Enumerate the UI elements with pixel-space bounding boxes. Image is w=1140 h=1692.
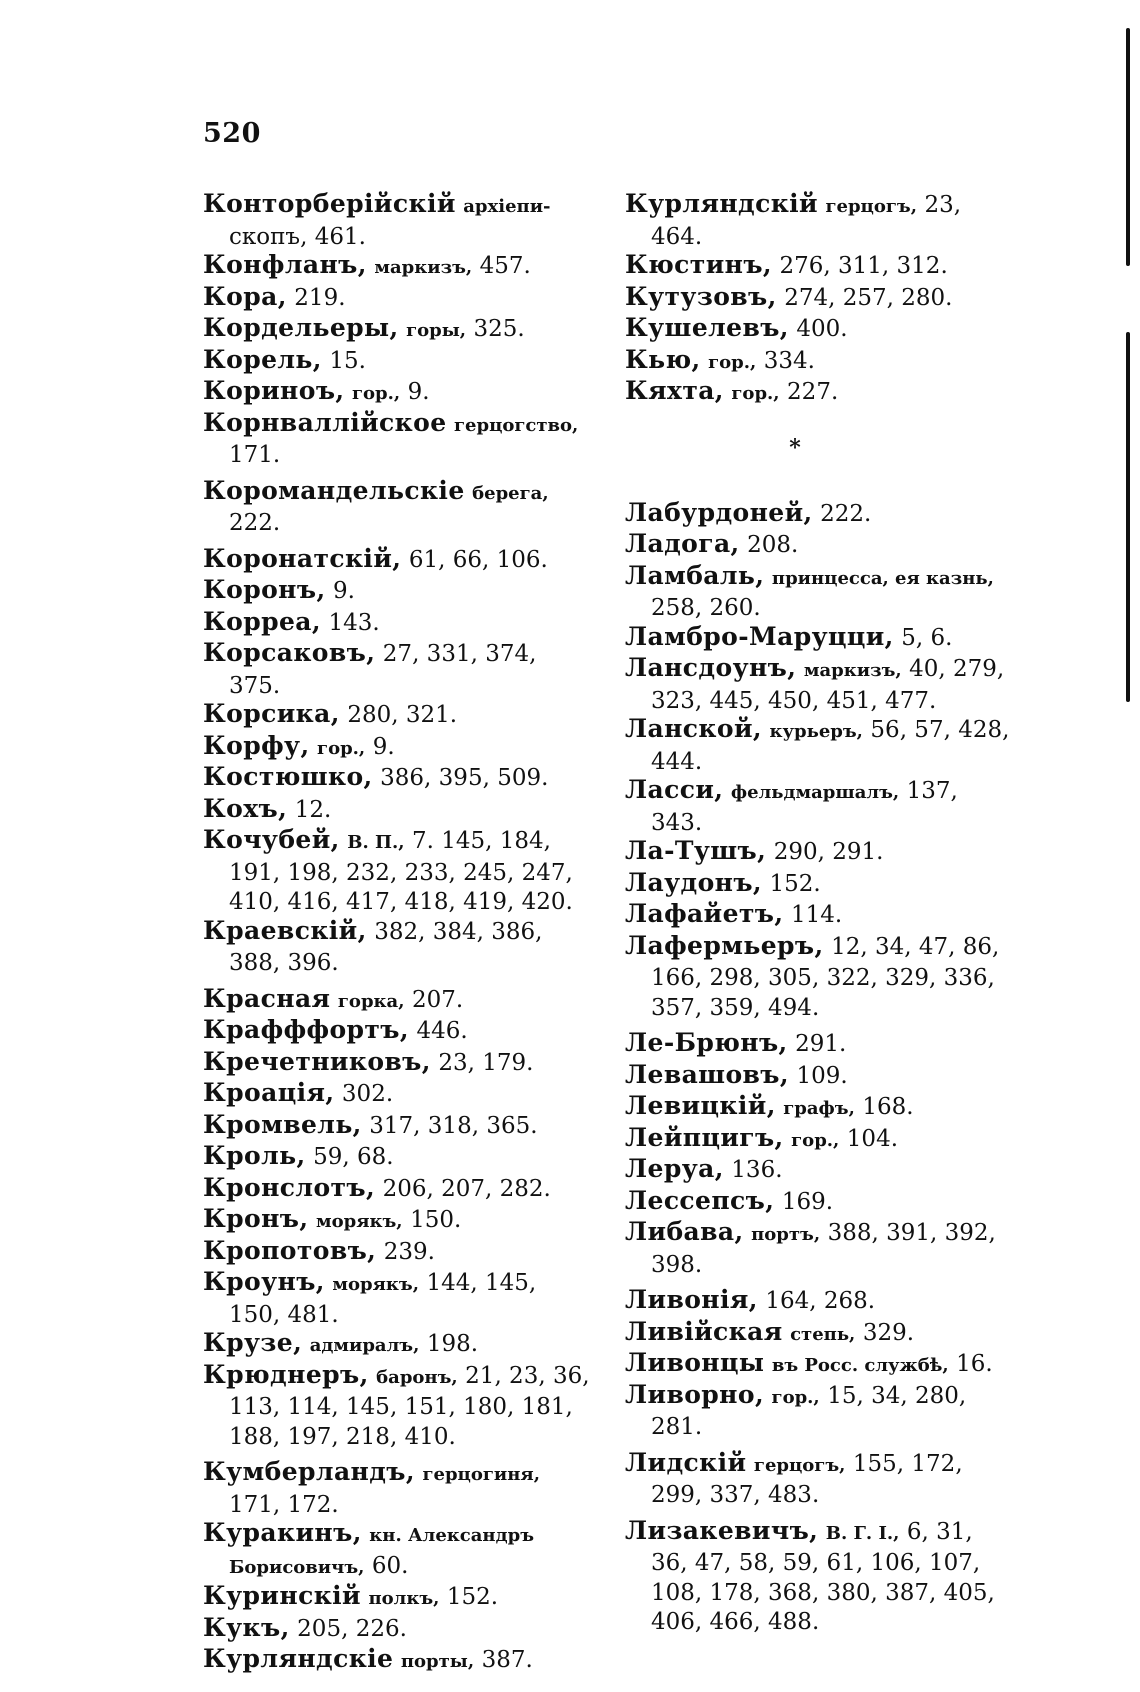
index-entry xyxy=(203,477,593,538)
index-entry xyxy=(625,562,1015,623)
index-entry xyxy=(625,1061,1015,1093)
index-entry xyxy=(625,837,1015,869)
entry-headword: Ливійская xyxy=(625,1316,783,1346)
entry-page-refs: 40, 279, 323, 445, 450, 451, 477. xyxy=(651,656,1005,714)
index-entry xyxy=(625,530,1015,562)
entry-headword: Левашовъ, xyxy=(625,1059,789,1089)
index-entry xyxy=(203,1142,593,1174)
entry-note: гор., xyxy=(317,737,366,759)
index-entry xyxy=(203,917,593,978)
entry-headword: Кора, xyxy=(203,281,287,311)
entry-headword: Ливонцы xyxy=(625,1348,765,1377)
entry-page-refs: 152. xyxy=(446,1584,499,1610)
entry-headword: Ладога, xyxy=(625,529,740,558)
entry-headword: Крафффортъ, xyxy=(203,1015,409,1044)
index-entry xyxy=(625,869,1015,901)
entry-page-refs: 219. xyxy=(294,284,346,311)
index-entry xyxy=(625,1349,1015,1381)
entry-page-refs: 388, 391, 392, 398. xyxy=(651,1220,996,1278)
index-entry xyxy=(625,377,1015,409)
entry-page-refs: 290, 291. xyxy=(773,839,884,865)
entry-headword: Кью, xyxy=(625,344,701,374)
entry-page-refs: 329. xyxy=(862,1319,915,1346)
entry-page-refs: 222. xyxy=(229,510,281,536)
entry-note: степь, xyxy=(790,1323,856,1345)
entry-headword: Куринскій xyxy=(203,1581,361,1610)
entry-headword: Кушелевъ, xyxy=(625,313,789,342)
entry-page-refs: 276, 311, 312. xyxy=(779,253,948,279)
entry-headword: Лафайетъ, xyxy=(625,899,784,928)
entry-headword: Ла-Тушъ, xyxy=(625,836,767,865)
index-entry xyxy=(203,1016,593,1048)
entry-headword: Конторберійскій xyxy=(203,189,456,218)
entry-headword: Кутузовъ, xyxy=(625,281,777,311)
entry-note: горка, xyxy=(337,990,405,1012)
index-entry xyxy=(203,1048,593,1080)
entry-page-refs: 152. xyxy=(769,870,821,897)
entry-note: адмиралъ, xyxy=(309,1335,420,1356)
entry-page-refs: 334. xyxy=(763,347,815,374)
page-number: 520 xyxy=(203,118,261,149)
index-entry xyxy=(203,826,593,917)
entry-headword: Кроація, xyxy=(203,1078,335,1107)
entry-page-refs: 155, 172, 299, 337, 483. xyxy=(651,1450,963,1508)
entry-note: маркизъ, xyxy=(374,257,473,278)
entry-page-refs: скопъ, 461. xyxy=(229,223,366,250)
entry-page-refs: 325. xyxy=(473,316,525,342)
entry-page-refs: 56, 57, 428, 444. xyxy=(651,717,1010,775)
entry-page-refs: 222. xyxy=(820,500,872,527)
index-entry xyxy=(625,1155,1015,1187)
index-entry xyxy=(625,1187,1015,1219)
entry-page-refs: 60. xyxy=(371,1552,409,1579)
index-entry xyxy=(625,900,1015,932)
entry-page-refs: 446. xyxy=(416,1018,468,1044)
entry-page-refs: 171, 172. xyxy=(229,1491,339,1518)
index-entry xyxy=(203,190,593,251)
entry-note: морякъ, xyxy=(332,1274,419,1295)
entry-page-refs: 9. xyxy=(333,578,355,604)
entry-page-refs: 9. xyxy=(407,379,430,405)
entry-headword: Кронъ, xyxy=(203,1204,309,1233)
entry-page-refs: 302. xyxy=(341,1081,394,1107)
entry-page-refs: 12, 34, 47, 86, 166, 298, 305, 322, 329, 336, 357, 359, 494. xyxy=(651,933,1000,1021)
index-entry xyxy=(203,346,593,378)
entry-note: полкъ, xyxy=(368,1588,440,1609)
index-entry xyxy=(625,932,1015,1023)
section-separator: * xyxy=(789,434,801,461)
index-entry xyxy=(625,499,1015,531)
entry-headword: Корфу, xyxy=(203,730,310,760)
entry-page-refs: 6, 31, 36, 47, 58, 59, 61, 106, 107, 108, 178, 368, 380, 387, 405, 406, 466, 488. xyxy=(651,1518,995,1635)
entry-page-refs: 15, 34, 280, 281. xyxy=(651,1382,967,1440)
entry-page-refs: 23, 179. xyxy=(438,1049,534,1076)
entry-note: графъ, xyxy=(783,1098,855,1119)
entry-page-refs: 144, 145, 150, 481. xyxy=(229,1270,537,1328)
entry-headword: Ливорно, xyxy=(625,1379,765,1409)
entry-headword: Ланской, xyxy=(625,714,763,743)
index-entry xyxy=(625,283,1015,315)
index-entry xyxy=(203,1458,593,1519)
index-entry xyxy=(203,1582,593,1614)
entry-note: принцесса, ея казнь, xyxy=(771,567,994,589)
entry-page-refs: 150. xyxy=(410,1207,462,1233)
entry-headword: Кронслотъ, xyxy=(203,1172,376,1202)
entry-page-refs: 317, 318, 365. xyxy=(369,1112,538,1139)
entry-headword: Лидскій xyxy=(625,1447,747,1477)
entry-headword: Кохъ, xyxy=(203,793,288,823)
entry-page-refs: 59, 68. xyxy=(313,1144,394,1170)
index-entry xyxy=(203,409,593,470)
entry-page-refs: 143. xyxy=(328,609,380,636)
entry-headword: Кропотовъ, xyxy=(203,1235,377,1265)
entry-page-refs: 400. xyxy=(796,316,848,342)
entry-page-refs: 207. xyxy=(411,986,464,1013)
entry-page-refs: 27, 331, 374, 375. xyxy=(229,641,537,699)
entry-headword: Либава, xyxy=(625,1217,744,1246)
entry-headword: Ламбаль, xyxy=(625,560,765,590)
index-entry xyxy=(625,1318,1015,1350)
index-entry xyxy=(625,715,1015,776)
entry-note: маркизъ, xyxy=(803,660,902,681)
index-entry xyxy=(625,654,1015,715)
index-entry xyxy=(203,377,593,409)
entry-note: морякъ, xyxy=(315,1211,403,1232)
entry-note: фельдмаршалъ, xyxy=(730,782,900,803)
entry-note: порты, xyxy=(400,1651,475,1672)
entry-headword: Корреа, xyxy=(203,606,321,636)
entry-page-refs: 274, 257, 280. xyxy=(784,284,953,311)
index-entry xyxy=(625,1517,1015,1637)
index-entry xyxy=(625,1092,1015,1124)
entry-page-refs: 9. xyxy=(372,733,395,760)
index-entry xyxy=(203,763,593,795)
entry-page-refs: 5, 6. xyxy=(901,624,953,651)
index-entry xyxy=(625,1381,1015,1442)
entry-page-refs: 258, 260. xyxy=(651,595,761,621)
index-entry xyxy=(203,283,593,315)
index-entry xyxy=(203,985,593,1017)
entry-headword: Лейпцигъ, xyxy=(625,1122,784,1152)
entry-headword: Корель, xyxy=(203,344,322,374)
index-group-k xyxy=(625,190,1015,409)
entry-headword: Конфланъ, xyxy=(203,250,367,279)
entry-headword: Крюднеръ, xyxy=(203,1359,369,1389)
entry-note: В. Г. І., xyxy=(825,1522,900,1544)
entry-headword: Кюстинъ, xyxy=(625,250,773,279)
entry-headword: Корсаковъ, xyxy=(203,638,376,667)
entry-page-refs: 171. xyxy=(229,442,281,468)
entry-note: гор., xyxy=(731,383,780,404)
entry-page-refs: 239. xyxy=(383,1238,435,1265)
index-entry xyxy=(203,1329,593,1361)
entry-page-refs: 205, 226. xyxy=(297,1615,407,1642)
entry-headword: Леруа, xyxy=(625,1154,724,1183)
entry-headword: Лансдоунъ, xyxy=(625,653,797,682)
entry-note: гор., xyxy=(351,383,401,404)
entry-headword: Ливонія, xyxy=(625,1285,758,1314)
entry-headword: Кроль, xyxy=(203,1141,306,1170)
entry-note: кн. Александръ Борисовичъ, xyxy=(229,1525,534,1578)
index-entry xyxy=(203,1205,593,1237)
entry-note: портъ, xyxy=(751,1224,821,1245)
entry-page-refs: 109. xyxy=(796,1062,848,1089)
index-entry xyxy=(203,251,593,283)
entry-page-refs: 104. xyxy=(846,1125,899,1152)
index-entry xyxy=(625,251,1015,283)
entry-page-refs: 21, 23, 36, 113, 114, 145, 151, 180, 181, 188, 197, 218, 410. xyxy=(229,1362,590,1450)
entry-note: гор., xyxy=(708,351,757,373)
entry-page-refs: 206, 207, 282. xyxy=(382,1175,551,1202)
entry-headword: Кориноъ, xyxy=(203,376,345,405)
entry-headword: Красная xyxy=(203,983,331,1013)
entry-page-refs: 227. xyxy=(787,379,839,405)
index-entry xyxy=(203,1237,593,1269)
entry-headword: Кордельеры, xyxy=(203,313,399,342)
index-entry xyxy=(625,776,1015,837)
entry-page-refs: 12. xyxy=(294,796,332,823)
entry-headword: Курляндскій xyxy=(625,189,818,218)
index-entry xyxy=(203,576,593,608)
entry-page-refs: 164, 268. xyxy=(765,1288,876,1314)
entry-headword: Кяхта, xyxy=(625,376,724,405)
entry-page-refs: 387. xyxy=(481,1647,533,1673)
entry-page-refs: 457. xyxy=(479,253,531,279)
entry-note: въ Росс. службѣ, xyxy=(771,1355,949,1376)
entry-note: баронъ, xyxy=(376,1366,458,1388)
index-entry xyxy=(203,314,593,346)
entry-page-refs: 168. xyxy=(862,1094,914,1120)
entry-headword: Коромандельскіе xyxy=(203,475,465,505)
index-entry xyxy=(625,1029,1015,1061)
entry-headword: Крузе, xyxy=(203,1328,303,1357)
index-entry xyxy=(203,700,593,732)
entry-headword: Куракинъ, xyxy=(203,1518,362,1547)
index-column-left xyxy=(203,190,593,1677)
index-entry xyxy=(625,346,1015,378)
scan-edge-mark-top xyxy=(1126,28,1130,266)
entry-page-refs: 15. xyxy=(329,347,366,374)
index-entry xyxy=(203,1519,593,1582)
entry-page-refs: 382, 384, 386, 388, 396. xyxy=(229,918,543,976)
entry-note: горы, xyxy=(406,320,467,341)
entry-headword: Коронъ, xyxy=(203,575,326,604)
index-entry xyxy=(203,1079,593,1111)
entry-headword: Кумберландъ, xyxy=(203,1457,415,1486)
entry-page-refs: 7. 145, 184, 191, 198, 232, 233, 245, 247, 410, 416, 417, 418, 419, 420. xyxy=(229,828,573,915)
index-entry xyxy=(625,1286,1015,1318)
entry-page-refs: 280, 321. xyxy=(347,702,458,728)
entry-page-refs: 198. xyxy=(426,1331,479,1357)
index-entry xyxy=(203,545,593,577)
entry-headword: Курляндскіе xyxy=(203,1644,394,1673)
entry-headword: Костюшко, xyxy=(203,762,373,791)
index-entry xyxy=(625,1218,1015,1279)
entry-headword: Кочубей, xyxy=(203,825,340,854)
entry-headword: Кромвель, xyxy=(203,1109,362,1139)
index-entry xyxy=(203,639,593,700)
entry-page-refs: 16. xyxy=(956,1351,993,1377)
index-entry xyxy=(625,190,1015,251)
entry-page-refs: 169. xyxy=(781,1188,834,1215)
index-entry xyxy=(203,1111,593,1143)
entry-headword: Кукъ, xyxy=(203,1612,290,1642)
index-entry xyxy=(625,623,1015,655)
entry-headword: Коронатскій, xyxy=(203,543,402,573)
entry-note: курьеръ, xyxy=(769,721,863,742)
index-entry xyxy=(203,1174,593,1206)
index-entry xyxy=(203,795,593,827)
entry-page-refs: 114. xyxy=(790,902,843,928)
entry-note: архіепи- xyxy=(463,196,551,217)
index-entry xyxy=(625,314,1015,346)
entry-headword: Левицкій, xyxy=(625,1091,776,1120)
entry-headword: Кроунъ, xyxy=(203,1267,325,1296)
entry-headword: Ласси, xyxy=(625,775,724,804)
entry-page-refs: 386, 395, 509. xyxy=(380,765,549,791)
entry-headword: Краевскій, xyxy=(203,915,367,945)
index-entry xyxy=(203,1361,593,1452)
entry-headword: Лаудонъ, xyxy=(625,867,763,897)
entry-headword: Корнваллійское xyxy=(203,407,447,437)
entry-headword: Ламбро-Маруцци, xyxy=(625,621,894,651)
index-entry xyxy=(203,1614,593,1646)
index-group-l xyxy=(625,499,1015,1637)
entry-headword: Корсика, xyxy=(203,699,340,728)
entry-page-refs: 136. xyxy=(731,1157,783,1183)
index-entry xyxy=(203,732,593,764)
entry-page-refs: 291. xyxy=(795,1031,847,1057)
index-entry xyxy=(203,608,593,640)
entry-headword: Лессепсъ, xyxy=(625,1185,775,1215)
index-entry xyxy=(203,1645,593,1677)
entry-headword: Кречетниковъ, xyxy=(203,1046,431,1076)
entry-page-refs: 23, 464. xyxy=(651,192,962,250)
entry-note: берега, xyxy=(472,482,549,504)
index-entry xyxy=(625,1449,1015,1510)
entry-page-refs: 137, 343. xyxy=(651,778,958,836)
index-column-right xyxy=(625,190,1015,1637)
entry-note: герцогиня, xyxy=(422,1464,540,1485)
entry-page-refs: 208. xyxy=(747,532,799,558)
entry-note: герцогъ, xyxy=(825,196,917,217)
scan-edge-mark-bottom xyxy=(1126,332,1130,702)
entry-note: гор., xyxy=(771,1386,820,1408)
entry-headword: Лафермьеръ, xyxy=(625,930,824,960)
entry-note: В. П., xyxy=(347,832,405,853)
entry-note: герцогъ, xyxy=(753,1454,846,1476)
entry-headword: Лизакевичъ, xyxy=(625,1515,819,1545)
entry-note: гор., xyxy=(791,1129,840,1151)
index-entry xyxy=(625,1124,1015,1156)
entry-page-refs: 61, 66, 106. xyxy=(408,546,548,573)
entry-headword: Ле-Брюнъ, xyxy=(625,1028,788,1057)
entry-headword: Лабурдоней, xyxy=(625,497,813,527)
entry-note: герцогство, xyxy=(454,414,579,436)
index-entry xyxy=(203,1268,593,1329)
